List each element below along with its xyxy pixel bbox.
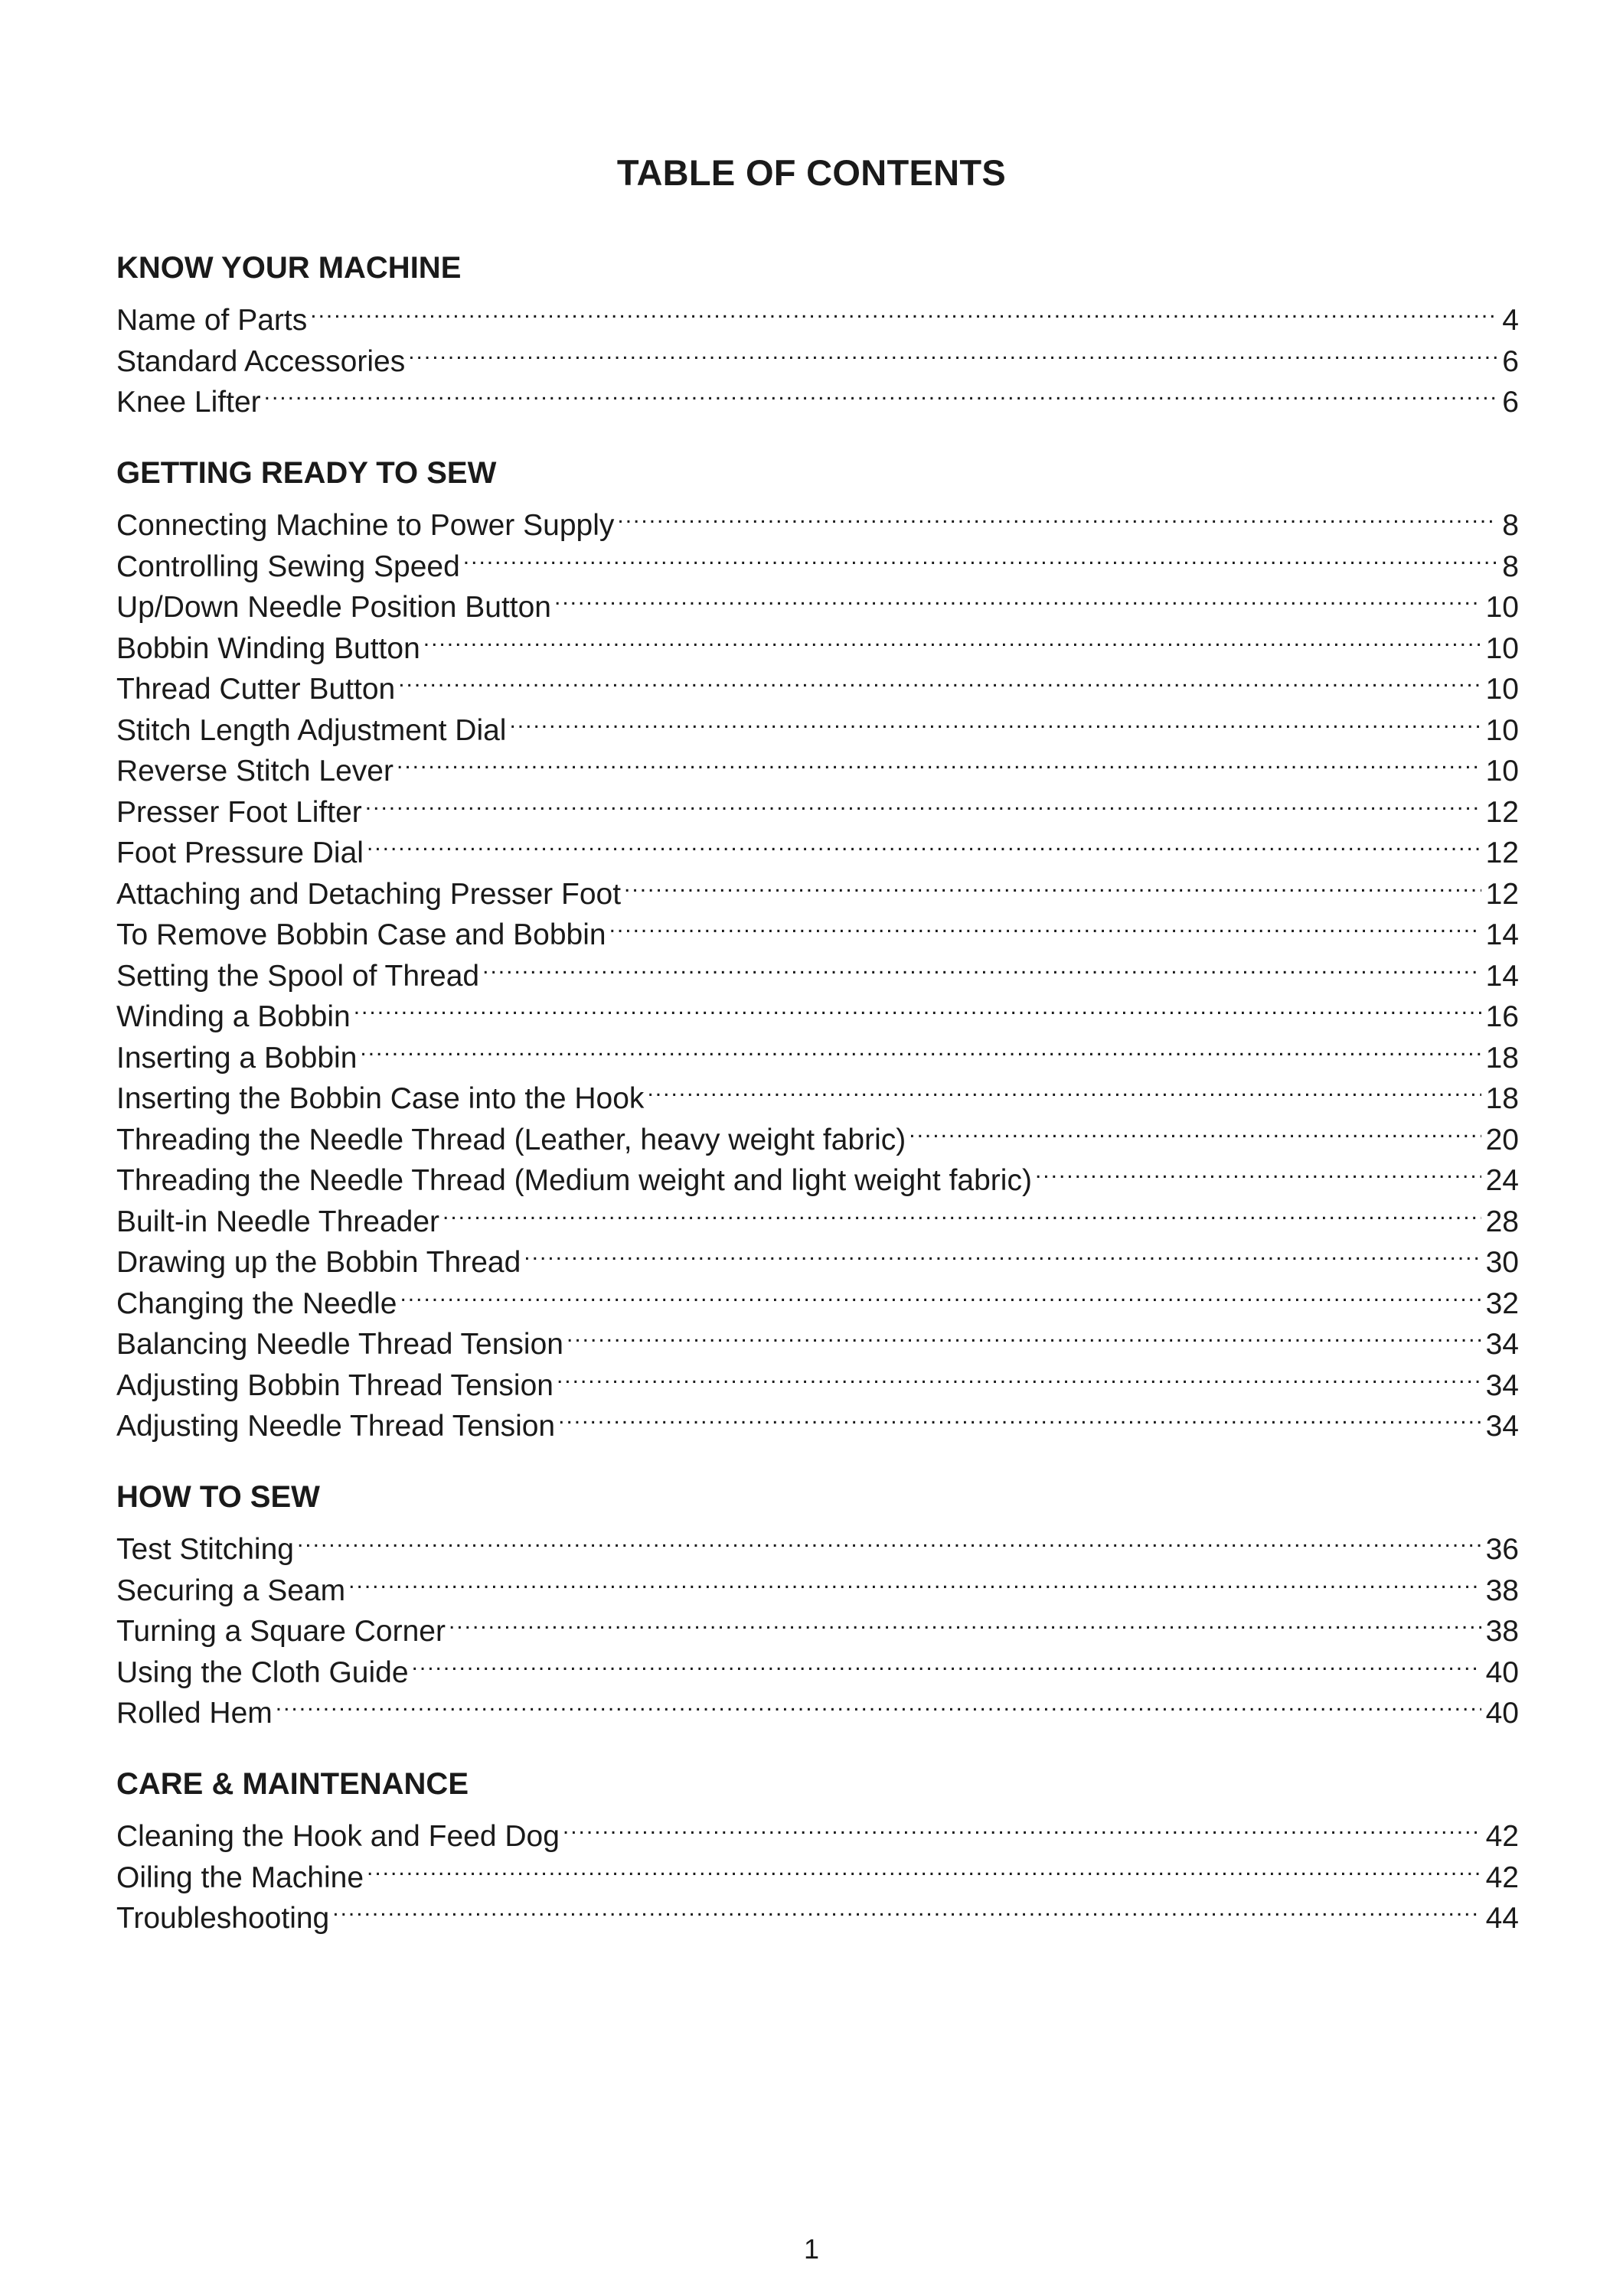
- section-heading: GETTING READY TO SEW: [116, 456, 497, 490]
- toc-entry-page: 18: [1485, 1082, 1519, 1115]
- toc-entry-page: 20: [1485, 1123, 1519, 1156]
- toc-entry-page: 34: [1485, 1410, 1519, 1443]
- toc-entry[interactable]: [116, 1805, 1519, 1853]
- toc-entry-title: Presser Foot Lifter: [116, 795, 362, 829]
- toc-entry-title: Standard Accessories: [116, 344, 406, 378]
- toc-entry-page: 16: [1485, 1000, 1519, 1033]
- toc-entry-title: Controlling Sewing Speed: [116, 550, 460, 583]
- toc-entry-title: Inserting the Bobbin Case into the Hook: [116, 1082, 645, 1115]
- toc-entry-page: 12: [1485, 795, 1519, 829]
- toc-section: [116, 1477, 1519, 1730]
- toc-entry-list: [116, 1518, 1519, 1730]
- toc-entry-title: Adjusting Needle Thread Tension: [116, 1410, 556, 1443]
- toc-entry-page: 8: [1502, 550, 1519, 583]
- dot-leader: [557, 1354, 1481, 1395]
- toc-section: [116, 453, 1519, 1443]
- toc-entry-title: To Remove Bobbin Case and Bobbin: [116, 918, 606, 951]
- dot-leader: [624, 863, 1481, 904]
- toc-section: [116, 248, 1519, 419]
- toc-entry-title: Setting the Spool of Thread: [116, 959, 480, 993]
- toc-entry-title: Changing the Needle: [116, 1287, 397, 1320]
- dot-leader: [297, 1518, 1481, 1560]
- toc-entry-page: 10: [1485, 755, 1519, 788]
- dot-leader: [310, 289, 1497, 331]
- toc-entry-page: 34: [1485, 1328, 1519, 1361]
- toc-entry-title: Balancing Needle Thread Tension: [116, 1328, 563, 1361]
- toc-entry-title: Rolled Hem: [116, 1697, 273, 1730]
- dot-leader: [554, 576, 1481, 618]
- toc-entry-page: 44: [1485, 1902, 1519, 1935]
- toc-entry-page: 32: [1485, 1287, 1519, 1320]
- dot-leader: [367, 1846, 1481, 1887]
- toc-entry-title: Turning a Square Corner: [116, 1615, 446, 1648]
- dot-leader: [398, 658, 1481, 700]
- toc-entry-title: Stitch Length Adjustment Dial: [116, 713, 507, 747]
- dot-leader: [909, 1108, 1481, 1150]
- toc-entry[interactable]: [116, 1559, 1519, 1607]
- toc-entry-title: Securing a Seam: [116, 1574, 346, 1607]
- dot-leader: [509, 699, 1481, 740]
- dot-leader: [617, 494, 1497, 536]
- dot-leader: [449, 1600, 1481, 1642]
- toc-entry-title: Test Stitching: [116, 1533, 294, 1566]
- section-heading: CARE & MAINTENANCE: [116, 1767, 469, 1801]
- toc-entry[interactable]: [116, 1518, 1519, 1566]
- toc-entry-title: Using the Cloth Guide: [116, 1655, 409, 1689]
- toc-entry-page: 40: [1485, 1655, 1519, 1689]
- toc-entry-title: Inserting a Bobbin: [116, 1041, 358, 1075]
- toc-entry-title: Bobbin Winding Button: [116, 631, 420, 665]
- toc-entry-page: 6: [1502, 344, 1519, 378]
- toc-entry[interactable]: [116, 371, 1519, 419]
- toc-entry-title: Foot Pressure Dial: [116, 837, 364, 869]
- toc-entry-page: 10: [1485, 631, 1519, 665]
- toc-entry[interactable]: [116, 1682, 1519, 1730]
- dot-leader: [276, 1682, 1481, 1724]
- dot-leader: [563, 1805, 1481, 1847]
- toc-entry-page: 4: [1502, 304, 1519, 337]
- toc-entry-list: [116, 1805, 1519, 1935]
- toc-entry-page: 12: [1485, 837, 1519, 869]
- dot-leader: [1035, 1150, 1481, 1191]
- dot-leader: [558, 1395, 1481, 1437]
- section-heading: KNOW YOUR MACHINE: [116, 251, 462, 285]
- toc-entry-title: Up/Down Needle Position Button: [116, 591, 551, 624]
- toc-entry-page: 14: [1485, 918, 1519, 951]
- dot-leader: [354, 986, 1481, 1027]
- toc-entry-page: 38: [1485, 1615, 1519, 1648]
- toc-entry-list: [116, 289, 1519, 419]
- table-of-contents: [116, 248, 1519, 1969]
- toc-entry-page: 42: [1485, 1861, 1519, 1894]
- dot-leader: [367, 822, 1481, 863]
- dot-leader: [264, 371, 1498, 413]
- dot-leader: [397, 740, 1481, 781]
- dot-leader: [412, 1641, 1481, 1682]
- toc-entry-title: Winding a Bobbin: [116, 1000, 351, 1033]
- toc-entry-title: Drawing up the Bobbin Thread: [116, 1246, 521, 1279]
- dot-leader: [463, 535, 1498, 576]
- dot-leader: [482, 944, 1481, 986]
- toc-entry-page: 40: [1485, 1697, 1519, 1730]
- toc-entry-title: Built-in Needle Threader: [116, 1205, 440, 1238]
- toc-entry-page: 8: [1502, 509, 1519, 542]
- toc-entry-page: 28: [1485, 1205, 1519, 1238]
- dot-leader: [408, 330, 1497, 371]
- dot-leader: [524, 1231, 1481, 1273]
- toc-entry-page: 18: [1485, 1041, 1519, 1075]
- page-title: TABLE OF CONTENTS: [616, 152, 1007, 193]
- toc-entry-page: 10: [1485, 673, 1519, 706]
- toc-entry[interactable]: [116, 330, 1519, 378]
- dot-leader: [348, 1559, 1481, 1600]
- toc-entry-title: Name of Parts: [116, 304, 308, 337]
- dot-leader: [423, 617, 1481, 658]
- toc-entry-title: Thread Cutter Button: [116, 673, 396, 706]
- toc-entry-title: Troubleshooting: [116, 1902, 330, 1935]
- toc-entry-list: [116, 494, 1519, 1443]
- toc-section: [116, 1764, 1519, 1935]
- dot-leader: [567, 1313, 1481, 1355]
- toc-entry-title: Adjusting Bobbin Thread Tension: [116, 1368, 554, 1402]
- dot-leader: [332, 1887, 1481, 1929]
- toc-entry-title: Attaching and Detaching Presser Foot: [116, 877, 622, 911]
- dot-leader: [400, 1272, 1481, 1313]
- toc-entry-page: 36: [1485, 1533, 1519, 1566]
- toc-entry-page: 10: [1485, 591, 1519, 624]
- toc-entry-title: Cleaning the Hook and Feed Dog: [116, 1820, 560, 1853]
- toc-entry-page: 38: [1485, 1574, 1519, 1607]
- toc-entry-page: 14: [1485, 959, 1519, 993]
- dot-leader: [609, 904, 1481, 945]
- toc-entry-title: Reverse Stitch Lever: [116, 755, 394, 788]
- toc-entry-title: Threading the Needle Thread (Leather, heavy weight fabric): [116, 1123, 906, 1156]
- toc-entry-title: Oiling the Machine: [116, 1861, 364, 1894]
- page-number: 1: [803, 2233, 820, 2265]
- toc-entry-page: 30: [1485, 1246, 1519, 1279]
- toc-entry-page: 24: [1485, 1164, 1519, 1197]
- dot-leader: [360, 1026, 1481, 1068]
- toc-entry-page: 42: [1485, 1820, 1519, 1853]
- toc-entry-page: 10: [1485, 713, 1519, 747]
- toc-entry-title: Threading the Needle Thread (Medium weight and light weight fabric): [116, 1164, 1032, 1197]
- toc-entry-page: 12: [1485, 877, 1519, 911]
- toc-entry-title: Knee Lifter: [116, 386, 261, 419]
- dot-leader: [442, 1190, 1481, 1231]
- toc-entry[interactable]: [116, 494, 1519, 542]
- toc-entry-title: Connecting Machine to Power Supply: [116, 509, 615, 542]
- toc-entry-page: 34: [1485, 1368, 1519, 1402]
- toc-entry[interactable]: [116, 289, 1519, 337]
- section-heading: HOW TO SEW: [116, 1480, 320, 1514]
- toc-entry-page: 6: [1502, 386, 1519, 419]
- dot-leader: [647, 1068, 1481, 1109]
- dot-leader: [365, 781, 1481, 822]
